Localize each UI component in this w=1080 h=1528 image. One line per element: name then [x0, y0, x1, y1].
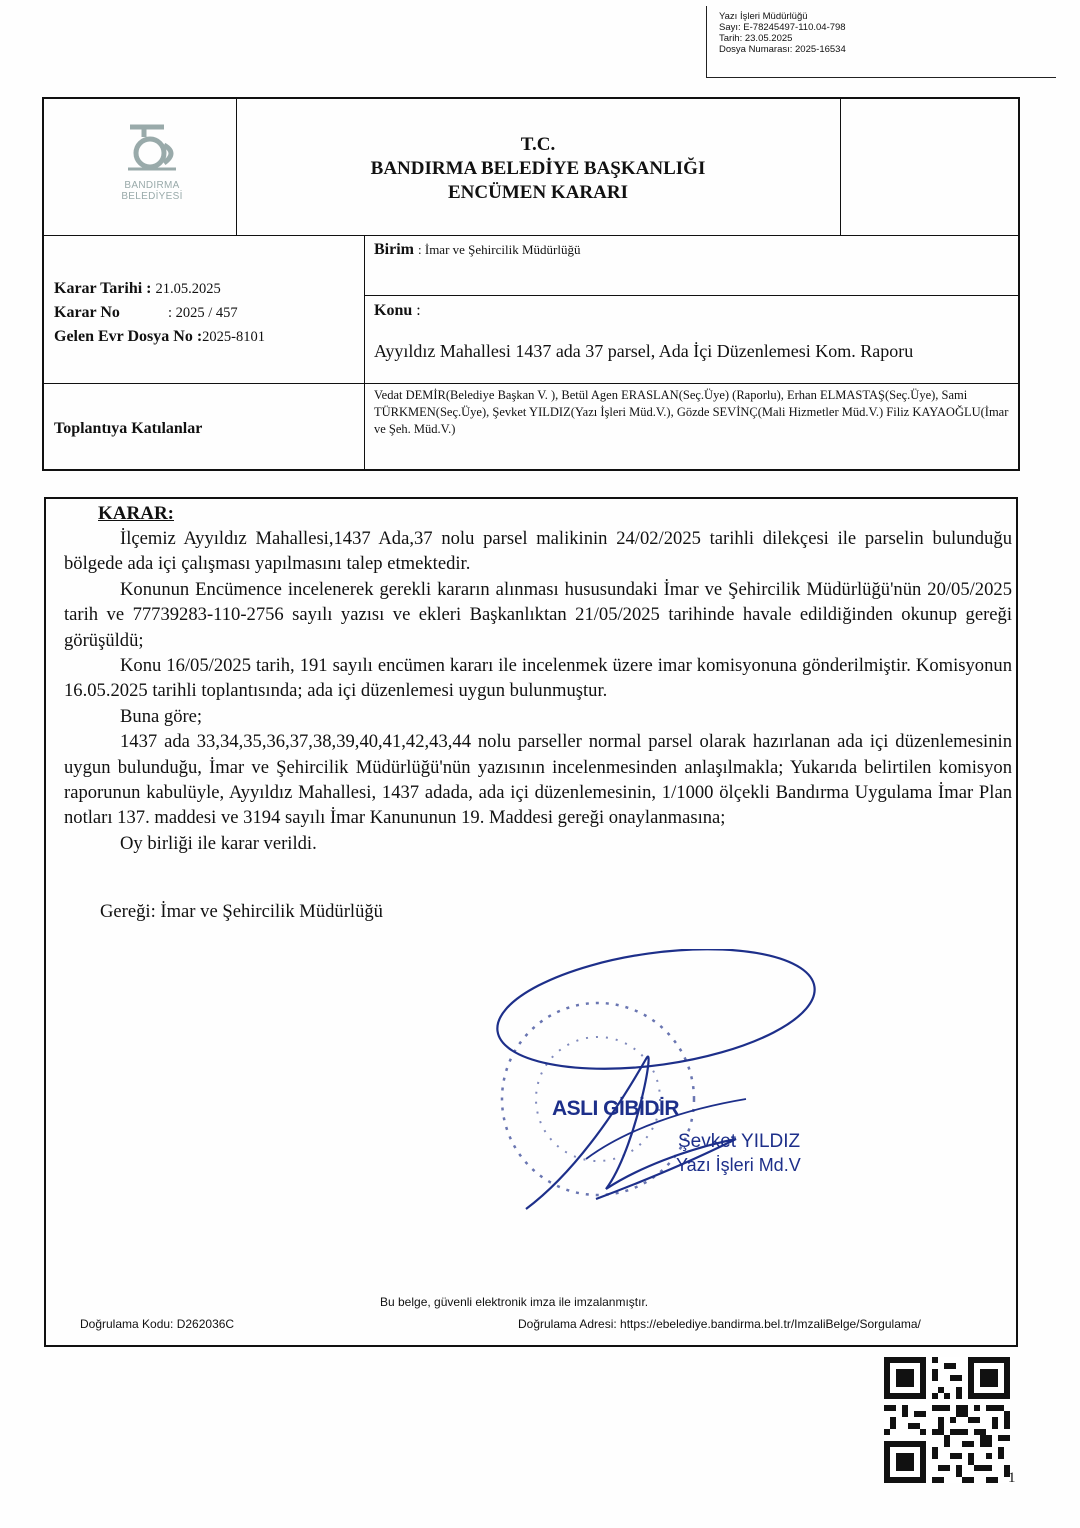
unit-value: : İmar ve Şehircilik Müdürlüğü	[418, 242, 581, 257]
decision-body	[64, 526, 1012, 856]
municipality-logo	[102, 123, 202, 202]
subject-label: Konu	[374, 302, 413, 319]
decision-paragraph-2: Konunun Encümence incelenerek gerekli kararın alınması hususundaki İmar ve Şehircilik Müdürlüğü'nün 20/05/2025 tarih ve 77739283-110-2756 sayılı yazısı ve ekleri Başkanlıktan 21/05/2025 tarihinde havale edildiğinden okunup gereği görüşüldü;	[64, 578, 1012, 651]
municipality-emblem-icon	[120, 123, 184, 175]
registry-date: Tarih: 23.05.2025	[719, 33, 793, 44]
signer-title: Yazı İşleri Md.V	[676, 1155, 801, 1175]
logo-label-line-1: BANDIRMA	[124, 180, 180, 191]
registry-stamp	[706, 6, 1056, 78]
subject-separator: :	[416, 302, 421, 319]
decision-heading: KARAR:	[98, 503, 174, 524]
decision-paragraph-4: Buna göre;	[120, 705, 203, 727]
verification-address-link[interactable]: Doğrulama Adresi: https://ebelediye.bandirma.bel.tr/ImzaliBelge/Sorgulama/	[518, 1317, 921, 1331]
registry-file-no: Dosya Numarası: 2025-16534	[719, 44, 846, 55]
decision-paragraph-5: 1437 ada 33,34,35,36,37,38,39,40,41,42,43,44 nolu parseller normal parsel olarak hazırlanan ada içi düzenlemesinin uygun bulunduğu, İmar ve Şehircilik Müdürlüğü'nün yazısının incelenmesinden anlaşılmakla; Yukarıda belirtilen komisyon raporunun kabulüyle, Ayyıldız Mahallesi, 1437 adada, ada içi düzenlemesinin, 1/1000 ölçekli Bandırma Uygulama İmar Plan notları 137. maddesi ve 3194 sayılı İmar Kanununun 19. Maddesi gereği onaylanmasına;	[64, 731, 1012, 829]
incoming-file-no: 2025-8101	[202, 329, 265, 345]
attendees-list: Vedat DEMİR(Belediye Başkan V. ), Betül Agen ERASLAN(Seç.Üye) (Raporlu), Erhan ELMASTAŞ(Seç.Üye), Sami TÜRKMEN(Seç.Üye), Şevket YILDIZ(Yazı İşleri Müd.V.), Gözde SEVİNÇ(Mali Hizmetler Müd.V.) Filiz KAYAOĞLU(İmar ve Şeh. Müd.V.)	[374, 388, 1009, 436]
logo-label-line-2: BELEDİYESİ	[121, 191, 183, 202]
relevant-unit: Gereği: İmar ve Şehircilik Müdürlüğü	[100, 901, 383, 922]
decision-paragraph-3: Konu 16/05/2025 tarih, 191 sayılı encümen kararı ile incelenmek üzere imar komisyonuna gönderilmiştir. Komisyonun 16.05.2025 tarihli toplantısında; ada içi düzenlemesi uygun bulunmuştur.	[64, 655, 1012, 702]
unit-label: Birim	[374, 241, 414, 258]
title-municipality: BANDIRMA BELEDİYE BAŞKANLIĞI	[370, 158, 706, 179]
incoming-file-label: Gelen Evr Dosya No :	[54, 328, 203, 345]
decision-paragraph-1: İlçemiz Ayyıldız Mahallesi,1437 Ada,37 nolu parsel malikinin 24/02/2025 tarihli dilekçesi ile parselin bulunduğu bölgede ada içi çalışması yapılmasını talep etmektedir.	[64, 528, 1012, 575]
decision-meta	[54, 277, 265, 349]
verification-code: Doğrulama Kodu: D262036C	[80, 1317, 235, 1331]
title-tc: T.C.	[520, 134, 556, 155]
subject-label-row	[374, 302, 421, 320]
certified-copy-stamp: ASLI GİBİDİR	[552, 1097, 680, 1120]
decision-date: 21.05.2025	[155, 281, 221, 297]
attendees-label: Toplantıya Katılanlar	[54, 420, 203, 437]
handwritten-signature	[486, 949, 866, 1239]
decision-paragraph-6: Oy birliği ile karar verildi.	[120, 832, 317, 854]
page-number: 1	[1008, 1470, 1016, 1486]
decision-no-label: Karar No	[54, 304, 120, 321]
registry-number: Sayı: E-78245497-110.04-798	[719, 22, 846, 33]
header-table	[42, 97, 1020, 471]
decision-box	[44, 497, 1018, 1347]
esignature-note: Bu belge, güvenli elektronik imza ile imzalanmıştır.	[380, 1295, 649, 1309]
subject-text: Ayyıldız Mahallesi 1437 ada 37 parsel, Ada İçi Düzenlemesi Kom. Raporu	[374, 341, 914, 361]
qr-code[interactable]	[884, 1357, 1010, 1483]
decision-no: : 2025 / 457	[168, 305, 238, 321]
document-title	[238, 133, 838, 205]
title-doc-type: ENCÜMEN KARARI	[448, 182, 628, 203]
signer-name: Şevket YILDIZ	[678, 1131, 801, 1152]
registry-unit: Yazı İşleri Müdürlüğü	[719, 11, 808, 22]
decision-date-label: Karar Tarihi :	[54, 280, 152, 297]
unit-row	[374, 241, 580, 259]
